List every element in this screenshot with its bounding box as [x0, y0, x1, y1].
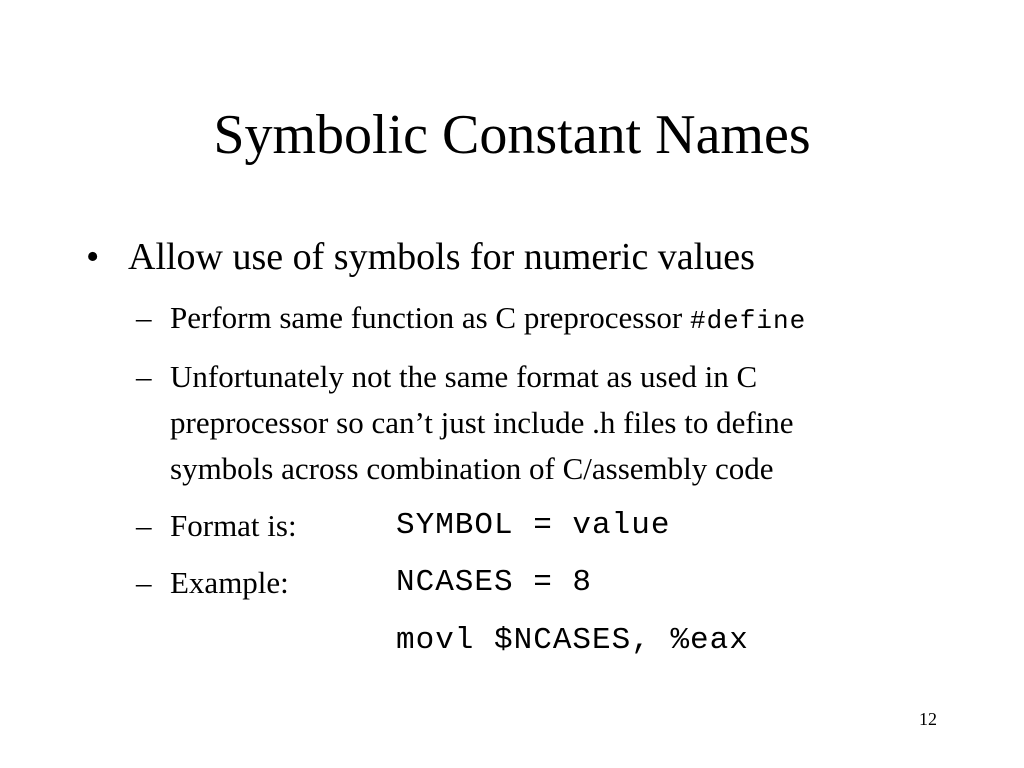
bullet-item — [86, 232, 755, 282]
define-keyword: #define — [689, 306, 807, 336]
sub-item-line-1: Unfortunately not the same format as used in C — [170, 359, 758, 394]
sub-item-line-2: preprocessor so can’t just include .h files to define — [170, 405, 794, 440]
sub-item-text: Perform same function as C preprocessor — [170, 300, 690, 335]
example-code-line-2: movl $NCASES, %eax — [396, 623, 749, 658]
sub-item-dash: – — [136, 508, 152, 543]
example-code-line-1: NCASES = 8 — [396, 565, 593, 600]
sub-item-format — [136, 503, 297, 549]
example-label: Example: — [170, 565, 289, 600]
format-label: Format is: — [170, 508, 297, 543]
sub-item-dash: – — [136, 300, 152, 335]
sub-item-dash: – — [136, 565, 152, 600]
bullet-marker: • — [86, 236, 100, 278]
page-number: 12 — [919, 709, 937, 729]
sub-item-dash: – — [136, 359, 152, 394]
sub-item-unfortunately — [136, 354, 794, 492]
format-code: SYMBOL = value — [396, 508, 671, 543]
sub-item-example — [136, 560, 289, 606]
sub-item-preprocessor — [136, 295, 806, 344]
slide-title: Symbolic Constant Names — [213, 104, 811, 166]
bullet-text: Allow use of symbols for numeric values — [128, 236, 755, 278]
sub-item-line-3: symbols across combination of C/assembly code — [170, 451, 774, 486]
